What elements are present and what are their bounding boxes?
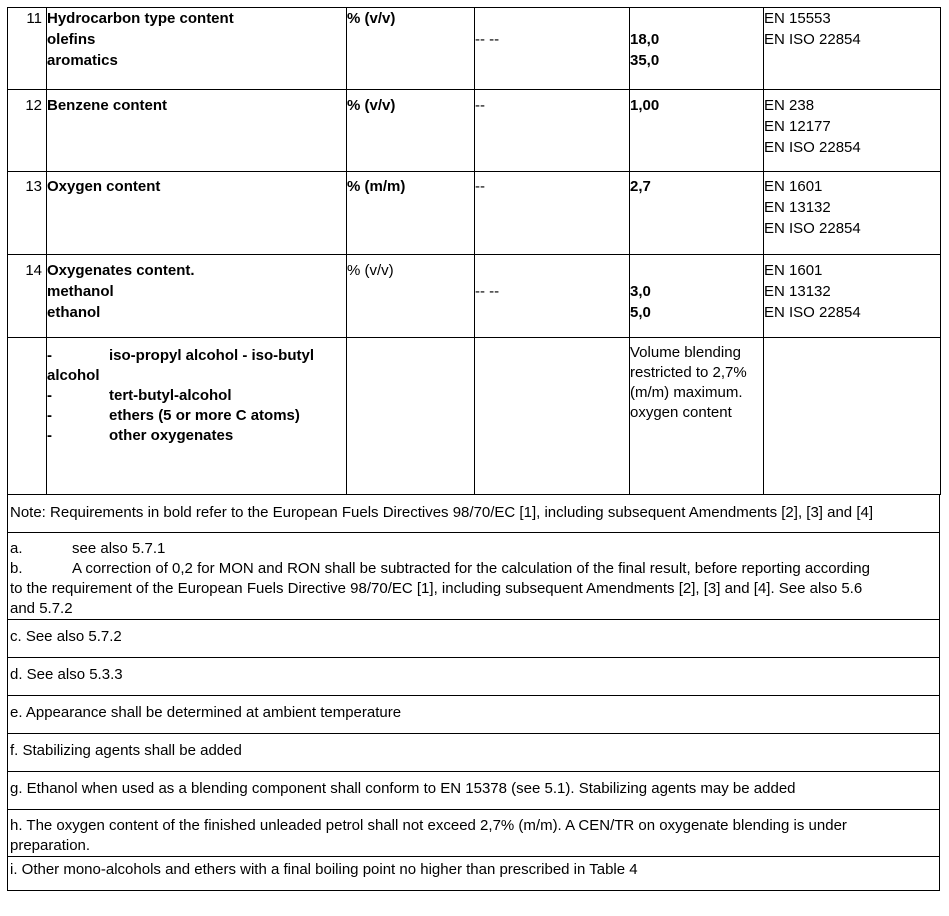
remark-line: restricted to 2,7% xyxy=(630,364,747,381)
method-cell-empty xyxy=(764,338,941,495)
oxygenates-list xyxy=(47,338,347,495)
min-cell xyxy=(475,8,630,90)
remark-line: Volume blending xyxy=(630,344,741,361)
remark-cell xyxy=(630,338,764,495)
table-row xyxy=(8,172,941,255)
property-line: methanol xyxy=(47,283,114,300)
footnote-c: c. See also 5.7.2 xyxy=(8,620,940,658)
max-cell: 1,00 xyxy=(630,90,764,172)
max-value: 3,0 xyxy=(630,283,651,300)
min-cell: -- xyxy=(475,172,630,255)
min-value: -- -- xyxy=(475,283,500,300)
footnote-f: f. Stabilizing agents shall be added xyxy=(8,734,940,772)
notes-table xyxy=(7,494,940,891)
property-line: Benzene content xyxy=(47,97,168,114)
row-number: 12 xyxy=(8,90,47,172)
property-cell xyxy=(47,255,347,338)
property-cell xyxy=(47,90,347,172)
footnote-b: b. A correction of 0,2 for MON and RON shall be subtracted for the calculation of the final result, before reporting according xyxy=(10,560,870,577)
min-cell xyxy=(475,255,630,338)
list-item: - ethers (5 or more C atoms) xyxy=(47,407,300,424)
property-line: Oxygen content xyxy=(47,178,161,195)
max-value: 35,0 xyxy=(630,52,660,69)
remark-line: oxygen content xyxy=(630,404,732,421)
list-item: - iso-propyl alcohol - iso-butyl xyxy=(47,347,315,364)
max-cell xyxy=(630,255,764,338)
table-row xyxy=(8,255,941,338)
footnote-b-cont: to the requirement of the European Fuels Directive 98/70/EC [1], including subsequent Amendments [2], [3] and [4]. See also 5.6 xyxy=(10,580,863,597)
footnote-a: a. see also 5.7.1 xyxy=(10,540,166,557)
method: EN 13132 xyxy=(764,199,831,216)
footnote-d: d. See also 5.3.3 xyxy=(8,658,940,696)
min-cell-empty xyxy=(475,338,630,495)
method: EN 1601 xyxy=(764,262,823,279)
row-number: 13 xyxy=(8,172,47,255)
method: EN 13132 xyxy=(764,283,831,300)
max-cell: 2,7 xyxy=(630,172,764,255)
method: EN ISO 22854 xyxy=(764,304,861,321)
method-cell xyxy=(764,172,941,255)
min-value: -- -- xyxy=(475,31,500,48)
method: EN ISO 22854 xyxy=(764,220,861,237)
method-cell xyxy=(764,255,941,338)
table-row xyxy=(8,338,941,495)
max-value: 18,0 xyxy=(630,31,660,48)
property-cell xyxy=(47,172,347,255)
footnote-h-line: h. The oxygen content of the finished unleaded petrol shall not exceed 2,7% (m/m). A CEN/TR on oxygenate blending is under xyxy=(10,817,847,834)
method: EN ISO 22854 xyxy=(764,139,861,156)
method-cell xyxy=(764,90,941,172)
method: EN 1601 xyxy=(764,178,823,195)
method-cell xyxy=(764,8,941,90)
note-text: Note: Requirements in bold refer to the European Fuels Directives 98/70/EC [1], including subsequent Amendments [2], [3] and [4] xyxy=(8,495,940,533)
footnote-h xyxy=(8,810,940,857)
row-number: 11 xyxy=(8,8,47,90)
list-item: alcohol xyxy=(47,367,100,384)
table-row xyxy=(8,8,941,90)
unit-cell: % (v/v) xyxy=(347,8,475,90)
footnote-b-cont: and 5.7.2 xyxy=(10,600,73,617)
footnote-g: g. Ethanol when used as a blending component shall conform to EN 15378 (see 5.1). Stabilizing agents may be added xyxy=(8,772,940,810)
unit-cell-empty xyxy=(347,338,475,495)
property-line: aromatics xyxy=(47,52,118,69)
list-item: - tert-butyl-alcohol xyxy=(47,387,232,404)
table-row xyxy=(8,90,941,172)
max-value: 5,0 xyxy=(630,304,651,321)
method: EN 238 xyxy=(764,97,815,114)
property-cell xyxy=(47,8,347,90)
unit-cell: % (m/m) xyxy=(347,172,475,255)
method: EN ISO 22854 xyxy=(764,31,861,48)
max-cell xyxy=(630,8,764,90)
row-number: 14 xyxy=(8,255,47,338)
unit-cell: % (v/v) xyxy=(347,90,475,172)
remark-line: (m/m) maximum. xyxy=(630,384,743,401)
method: EN 12177 xyxy=(764,118,831,135)
footnote-i: i. Other mono-alcohols and ethers with a final boiling point no higher than prescribed in Table 4 xyxy=(8,857,940,891)
unit-cell: % (v/v) xyxy=(347,255,475,338)
specification-table xyxy=(7,7,941,495)
row-number-empty xyxy=(8,338,47,495)
footnote-a-b xyxy=(8,533,940,620)
property-line: Oxygenates content. xyxy=(47,262,195,279)
property-line: olefins xyxy=(47,31,96,48)
footnote-e: e. Appearance shall be determined at ambient temperature xyxy=(8,696,940,734)
property-line: ethanol xyxy=(47,304,101,321)
min-cell: -- xyxy=(475,90,630,172)
method: EN 15553 xyxy=(764,10,831,27)
property-line: Hydrocarbon type content xyxy=(47,10,234,27)
list-item: - other oxygenates xyxy=(47,427,234,444)
footnote-h-line: preparation. xyxy=(10,837,91,854)
